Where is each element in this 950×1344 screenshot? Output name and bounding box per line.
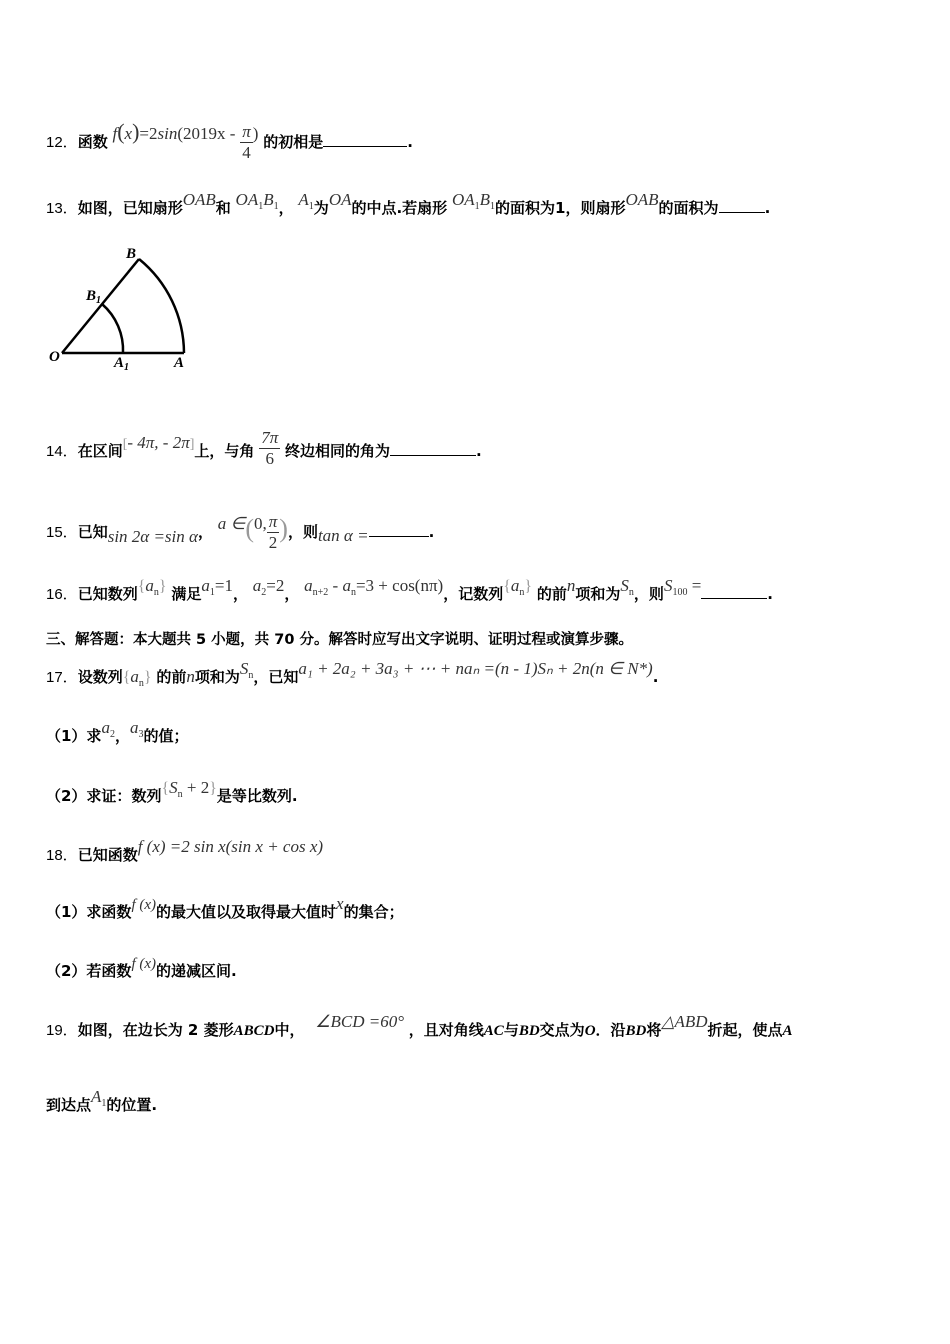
question-number: 14． bbox=[46, 443, 78, 460]
question-13: 13．如图，已知扇形OAB和 $OA_1B_1$， $A_1$为OA的中点.若扇形 $OA_1B_1$的面积为1，则扇形OAB的面积为 . bbox=[46, 190, 771, 217]
question-number: 12． bbox=[46, 134, 78, 151]
answer-blank bbox=[390, 455, 476, 456]
question-number: 15． bbox=[46, 524, 78, 541]
answer-blank bbox=[323, 146, 407, 147]
question-18: 18．已知函数f (x) =2 sin x(sin x + cos x) bbox=[46, 837, 324, 864]
fraction-7pi-over-6: $\frac{7\pi}{6}$ bbox=[261, 428, 279, 468]
question-17-part-1: （1）求$a_2$，$a_3$的值； bbox=[46, 718, 189, 745]
label-A: A bbox=[174, 355, 185, 371]
question-17-part-2: （2）求证：数列$\{S_n + 2\}$是等比数列. bbox=[46, 778, 298, 805]
recurrence-formula: a₁ + 2a₂ + 3a₃ + ⋯ + naₙ =(n - 1)Sₙ + 2n(n ∈ N*) bbox=[298, 659, 653, 678]
question-12: 12．函数 f(x)=2sin(2019x - $\frac{\pi}{4}$ ) 的初相是 . bbox=[46, 119, 413, 162]
interval: [- 4π, - 2π] bbox=[122, 433, 195, 452]
label-A1: $A_1$ bbox=[114, 355, 130, 373]
arc-AB bbox=[139, 259, 184, 353]
question-number: 19． bbox=[46, 1022, 78, 1039]
label-O: O bbox=[49, 349, 60, 365]
question-19-line-2: 到达点$A_1$的位置. bbox=[46, 1087, 158, 1114]
question-19: 19．如图，在边长为 2 菱形ABCD中， ∠BCD =60° ，且对角线AC与BD交点为O．沿BD将△ABD折起，使点A bbox=[46, 1012, 793, 1039]
question-18-part-1: （1）求函数f (x)的最大值以及取得最大值时x的集合； bbox=[46, 894, 404, 921]
answer-blank bbox=[719, 212, 765, 213]
question-16: 16．已知数列$\{a_n\}$ 满足$a_1=1$， $a_2=2$， $a_{n+2} - a_n=3 + \cos(n\pi)$，记数列$\{a_n\}$ 的前n项和为$S_n$，则$S_{100}$ = . bbox=[46, 576, 773, 603]
question-number: 18． bbox=[46, 847, 78, 864]
question-number: 17． bbox=[46, 669, 78, 686]
label-B: B bbox=[126, 246, 137, 262]
label-B1: $B_1$ bbox=[86, 288, 102, 306]
arc-A1B1 bbox=[102, 304, 123, 353]
question-15: 15．已知sin 2α =sin α， a ∈(0, $\frac{\pi}{2}$ )，则tan α = . bbox=[46, 512, 435, 552]
question-number: 16． bbox=[46, 586, 78, 603]
function-formula: f (x) =2 sin x(sin x + cos x) bbox=[137, 837, 324, 856]
question-number: 13． bbox=[46, 200, 78, 217]
answer-blank bbox=[701, 598, 767, 599]
answer-blank bbox=[369, 536, 429, 537]
fraction-pi-over-4: $\frac{\pi}{4}$ bbox=[242, 122, 251, 162]
fraction-pi-over-2: $\frac{\pi}{2}$ bbox=[268, 512, 278, 552]
sector-figure bbox=[44, 240, 204, 375]
section-heading: 三、解答题：本大题共 5 小题，共 70 分。解答时应写出文字说明、证明过程或演算步骤。 bbox=[46, 632, 633, 648]
question-18-part-2: （2）若函数f (x)的递减区间. bbox=[46, 956, 237, 980]
question-14: 14．在区间[- 4π, - 2π]上，与角 $\frac{7\pi}{6}$ 终边相同的角为 . bbox=[46, 428, 482, 468]
question-17: 17．设数列$\{a_n\}$ 的前n项和为$S_n$，已知a₁ + 2a₂ + 3a₃ + ⋯ + naₙ =(n - 1)Sₙ + 2n(n ∈ N*). bbox=[46, 659, 659, 689]
segment-OB bbox=[62, 259, 139, 353]
function-f: f bbox=[112, 124, 118, 143]
